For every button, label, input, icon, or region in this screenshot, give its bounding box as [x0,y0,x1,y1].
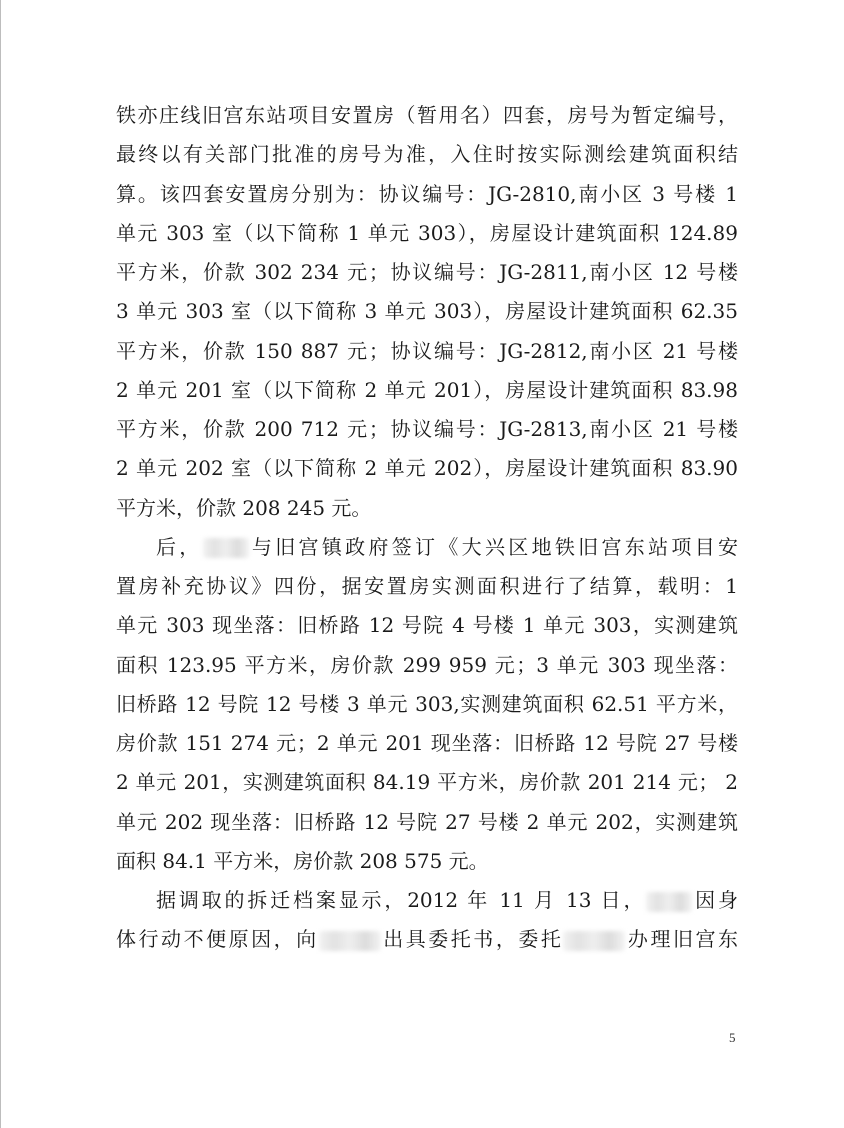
paragraph-3-line-2 [116,920,738,959]
paragraph-1-line-9: 平方米，价款 200 712 元；协议编号：JG-2813,南小区 21 号楼 [116,417,738,441]
paragraph-2-line-1-end: 与旧宫镇政府签订《大兴区地铁旧宫东站项目安 [248,534,739,559]
page-number: 5 [729,1030,736,1045]
redacted-name [646,892,692,912]
paragraph-2-line-8: 单元 202 现坐落：旧桥路 12 号院 27 号楼 2 单元 202，实测建筑 [116,809,738,834]
paragraph-2-line-2: 置房补充协议》四份，据安置房实测面积进行了结算，载明：1 [116,574,738,598]
paragraph-3-line-2-part-1: 体行动不便原因，向 [116,927,319,952]
paragraph-2-line-7: 2 单元 201，实测建筑面积 84.19 平方米，房价款 201 214 元； 2 [116,770,738,795]
body-text [116,96,738,960]
paragraph-1-line-1: 铁亦庄线旧宫东站项目安置房（暂用名）四套，房号为暂定编号， [116,103,738,127]
paragraph-1-line-3: 算。该四套安置房分别为：协议编号：JG-2810,南小区 3 号楼 1 [116,181,738,206]
paragraph-2-line-4: 面积 123.95 平方米，房价款 299 959 元；3 单元 303 现坐落： [116,652,738,677]
paragraph-1-line-4: 单元 303 室（以下简称 1 单元 303），房屋设计建筑面积 124.89 [116,220,738,245]
paragraph-3-line-1-start: 据调取的拆迁档案显示，2012 年 11 月 13 日， [156,888,647,912]
paragraph-1-line-2: 最终以有关部门批准的房号为准，入住时按实际测绘建筑面积结 [116,142,738,167]
paragraph-1-line-8: 2 单元 201 室（以下简称 2 单元 201），房屋设计建筑面积 83.98 [116,377,738,402]
paragraph-3-line-1-end: 因身 [692,888,739,912]
paragraph-2-line-3: 单元 303 现坐落：旧桥路 12 号院 4 号楼 1 单元 303，实测建筑 [116,613,738,638]
paragraph-2-line-5: 旧桥路 12 号院 12 号楼 3 单元 303,实测建筑面积 62.51 平方米， [116,691,738,716]
paragraph-3-line-2-part-3: 办理旧宫东 [625,927,739,952]
paragraph-2-line-6: 房价款 151 274 元；2 单元 201 现坐落：旧桥路 12 号院 27 号楼 [116,731,738,755]
paragraph-1-line-10: 2 单元 202 室（以下简称 2 单元 202），房屋设计建筑面积 83.90 [116,456,738,481]
paragraph-3-line-2-part-2: 出具委托书，委托 [380,927,564,952]
paragraph-1-line-5: 平方米，价款 302 234 元；协议编号：JG-2811,南小区 12 号楼 [116,260,738,284]
page-left-border [0,0,1,1128]
paragraph-2-line-1 [116,528,738,567]
redacted-name [563,931,625,951]
paragraph-1-line-6: 3 单元 303 室（以下简称 3 单元 303），房屋设计建筑面积 62.35 [116,299,738,324]
paragraph-1-line-11: 平方米，价款 208 245 元。 [116,495,372,520]
redacted-name [319,931,381,951]
paragraph-1-line-7: 平方米，价款 150 887 元；协议编号：JG-2812,南小区 21 号楼 [116,338,738,363]
paragraph-2-line-1-start: 后， [156,534,203,559]
redacted-name [203,538,249,558]
paragraph-2-line-9: 面积 84.1 平方米，房价款 208 575 元。 [116,848,489,873]
paragraph-3-line-1 [116,881,738,920]
